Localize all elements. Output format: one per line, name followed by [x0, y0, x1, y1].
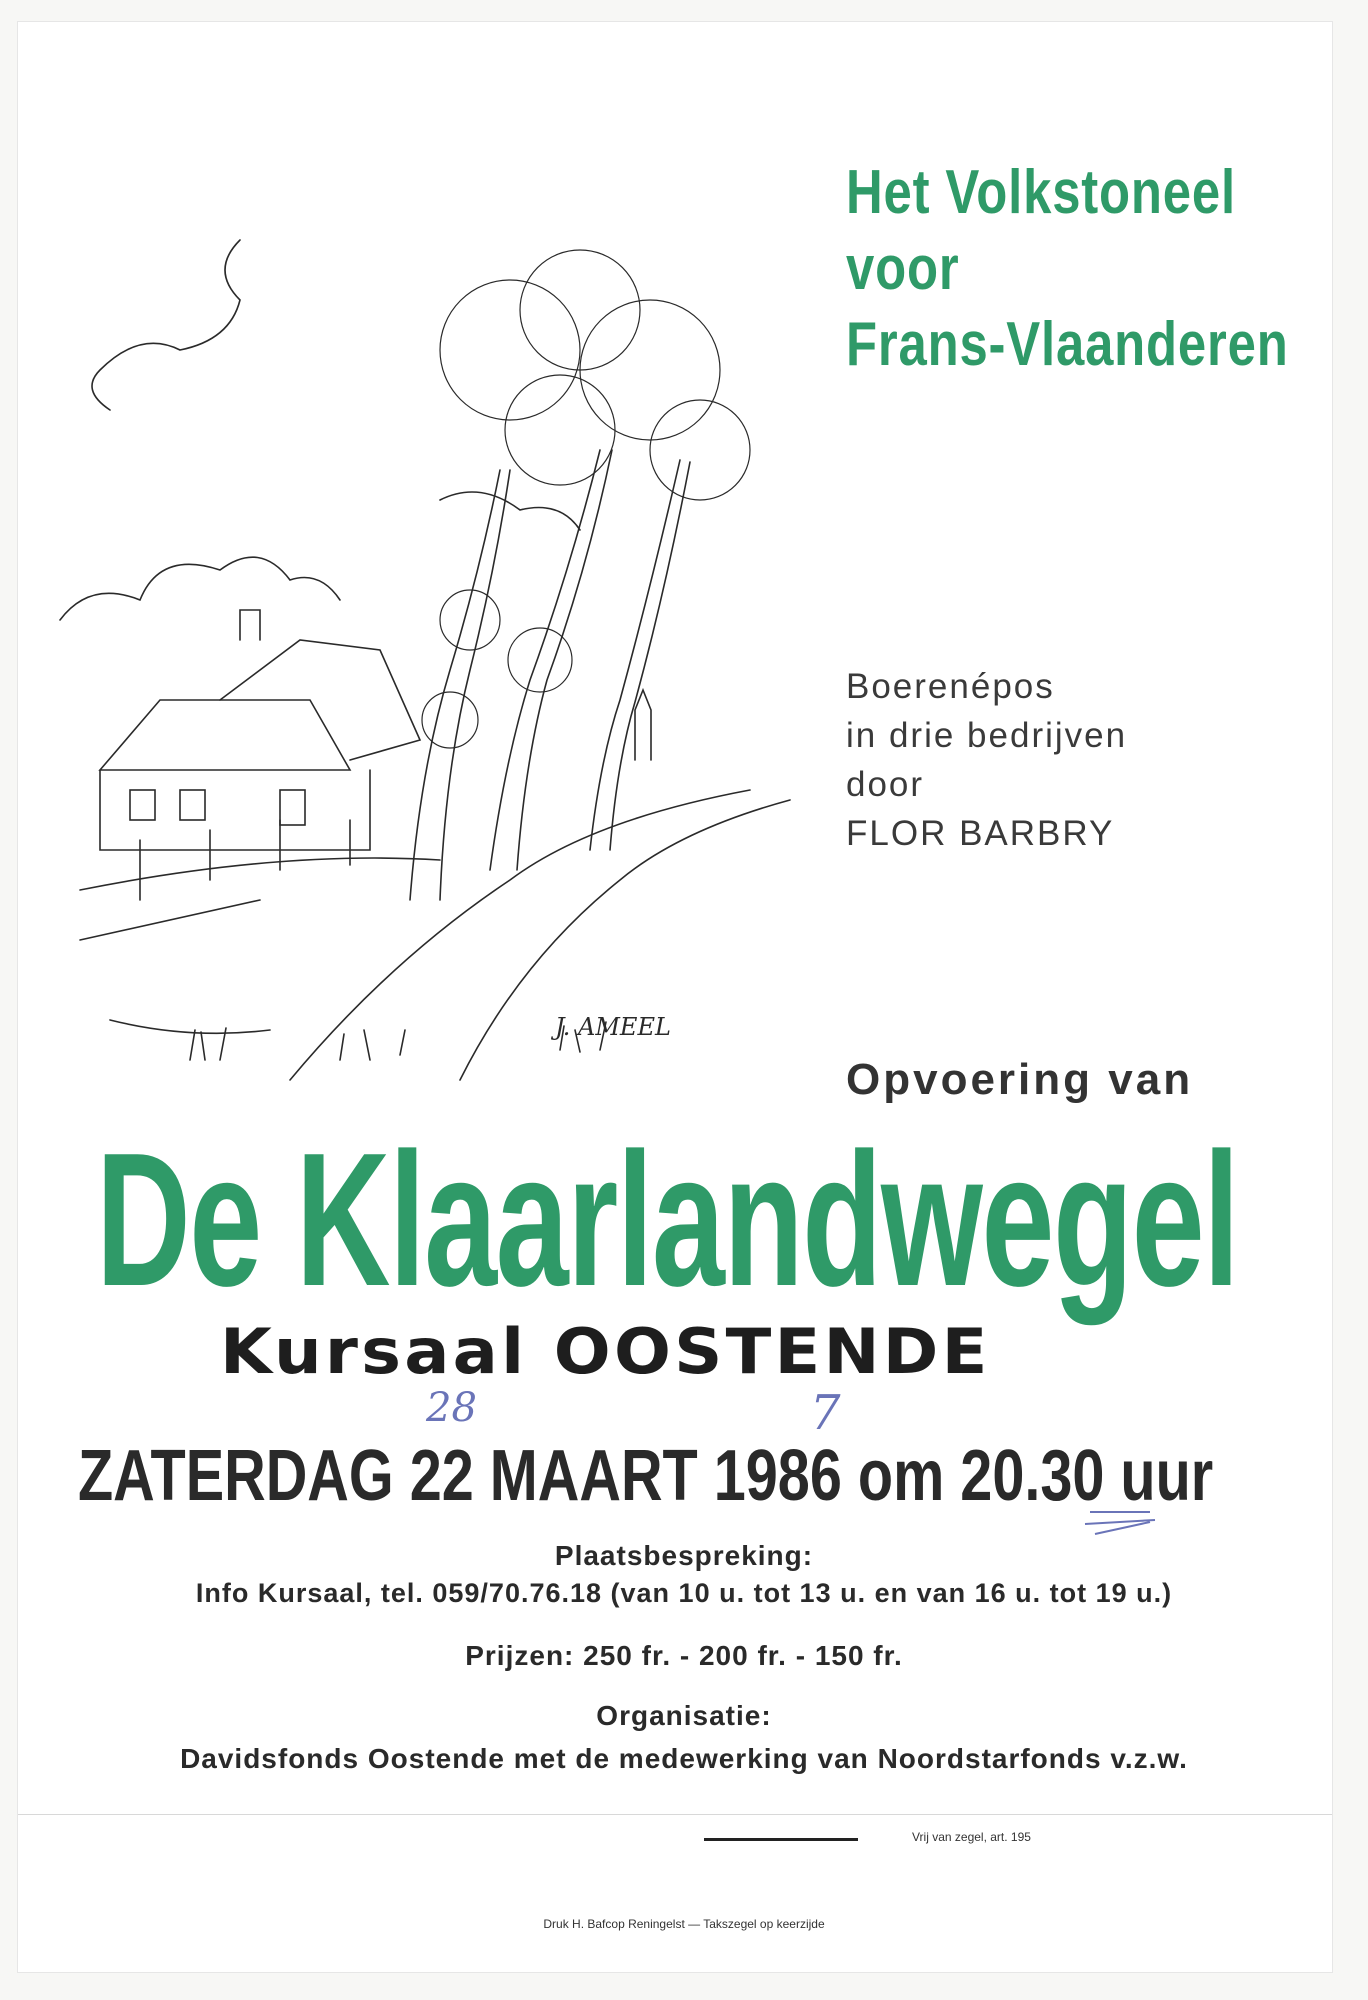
- troupe-heading-line1: Het Volkstoneel: [846, 158, 1236, 227]
- booking-details: Info Kursaal, tel. 059/70.76.18 (van 10 u. tot 13 u. en van 16 u. tot 19 u.): [195, 1578, 1173, 1608]
- play-subtitle: [846, 662, 1127, 858]
- play-title: De Klaarlandwegel: [96, 1114, 1239, 1326]
- stamp-note: Vrij van zegel, art. 195: [912, 1830, 1031, 1844]
- performance-intro: Opvoering van: [846, 1055, 1194, 1104]
- subtitle-author: FLOR BARBRY: [846, 814, 1115, 853]
- troupe-heading: [846, 155, 1289, 383]
- subtitle-by: door: [846, 765, 925, 804]
- booking-label: Plaatsbespreking:: [554, 1540, 814, 1571]
- prices: Prijzen: 250 fr. - 200 fr. - 150 fr.: [465, 1640, 903, 1671]
- venue: Kursaal OOSTENDE: [220, 1315, 991, 1388]
- subtitle-genre: Boerenépos: [846, 667, 1055, 706]
- divider-line: [18, 1814, 1332, 1815]
- troupe-heading-line2: voor: [846, 234, 960, 303]
- landscape-illustration: [40, 200, 800, 1100]
- handwritten-day-correction: 28: [426, 1385, 477, 1431]
- organisation-label: Organisatie:: [596, 1700, 772, 1731]
- stamp-bar: [704, 1838, 858, 1841]
- subtitle-acts: in drie bedrijven: [846, 716, 1128, 755]
- performance-date: ZATERDAG 22 MAART 1986 om 20.30 uur: [78, 1436, 1214, 1516]
- troupe-heading-line3: Frans-Vlaanderen: [846, 310, 1289, 379]
- handwritten-mark: [1080, 1500, 1170, 1540]
- handwritten-year-correction: 7: [810, 1385, 841, 1441]
- organisation-details: Davidsfonds Oostende met de medewerking van Noordstarfonds v.z.w.: [180, 1743, 1188, 1774]
- printer-note: Druk H. Bafcop Reningelst — Takszegel op keerzijde: [543, 1917, 825, 1931]
- illustration-signature: J. AMEEL: [555, 1013, 671, 1041]
